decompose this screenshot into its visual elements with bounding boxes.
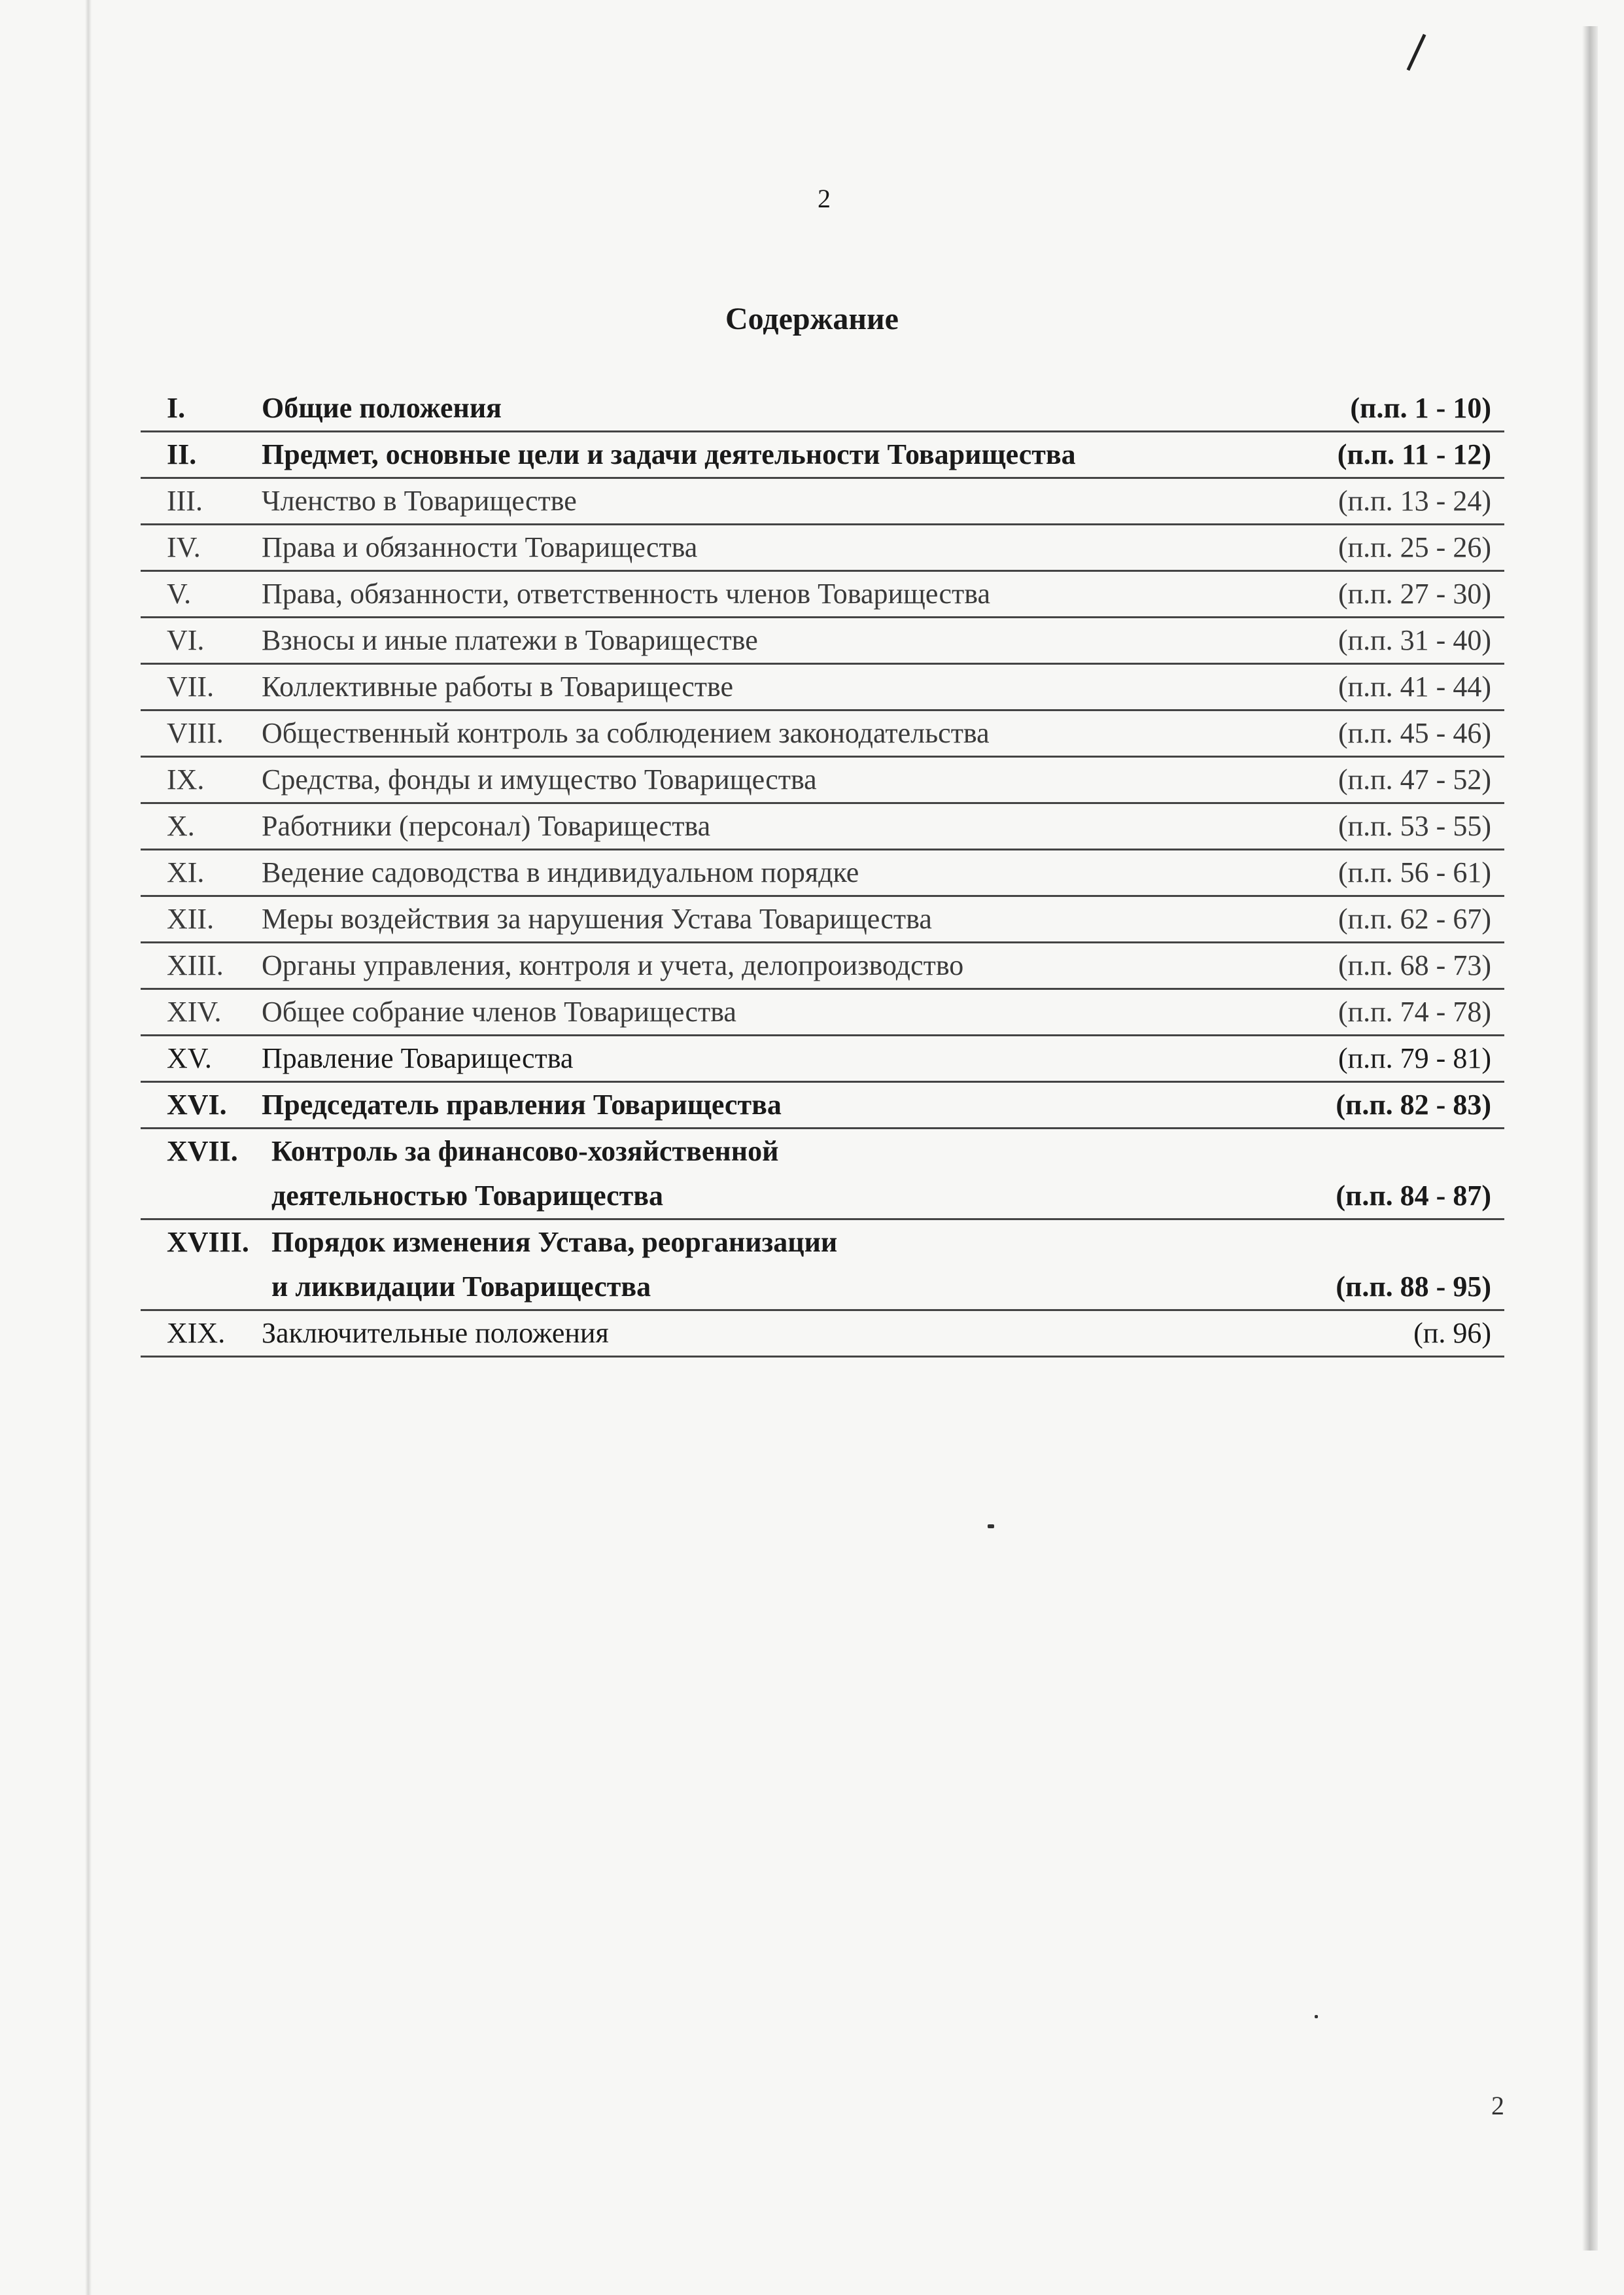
toc-section-number: VIII.: [167, 717, 224, 749]
toc-section-title: Права и обязанности Товарищества: [262, 531, 698, 563]
toc-section-title: Права, обязанности, ответственность членов Товарищества: [262, 578, 991, 610]
toc-section-range: (п.п. 62 - 67): [1338, 903, 1491, 935]
toc-section-range: (п.п. 56 - 61): [1338, 856, 1491, 888]
toc-section-number: XV.: [167, 1042, 212, 1074]
toc-section-range: (п.п. 53 - 55): [1338, 810, 1491, 842]
scan-edge-right: [1582, 26, 1598, 2251]
toc-section-number: XVII.: [167, 1135, 238, 1167]
toc-row: [141, 990, 1504, 1036]
table-of-contents: [141, 386, 1504, 1358]
scan-speck: [1315, 2015, 1318, 2018]
toc-row: [141, 479, 1504, 525]
toc-section-title: Коллективные работы в Товариществе: [262, 671, 734, 703]
toc-row: [141, 386, 1504, 432]
toc-section-number: VII.: [167, 671, 215, 703]
toc-row: [141, 432, 1504, 479]
toc-section-range: (п.п. 88 - 95): [1336, 1270, 1491, 1303]
toc-section-range: (п.п. 25 - 26): [1338, 531, 1491, 563]
toc-section-range: (п.п. 11 - 12): [1337, 438, 1491, 470]
toc-section-title: Заключительные положения: [262, 1317, 609, 1349]
toc-section-range: (п. 96): [1413, 1317, 1491, 1349]
toc-section-number: XIII.: [167, 949, 224, 981]
toc-row: [141, 758, 1504, 804]
toc-section-range: (п.п. 47 - 52): [1338, 763, 1491, 796]
scan-edge-left: [85, 0, 92, 2295]
toc-section-title: Председатель правления Товарищества: [262, 1089, 782, 1121]
toc-section-number: X.: [167, 810, 195, 842]
toc-section-range: (п.п. 27 - 30): [1338, 578, 1491, 610]
toc-section-range: (п.п. 79 - 81): [1338, 1042, 1491, 1074]
toc-section-range: (п.п. 41 - 44): [1338, 671, 1491, 703]
toc-section-number: XVIII.: [167, 1226, 249, 1258]
pen-stroke-mark: [1407, 34, 1426, 71]
page-number-top: 2: [818, 184, 831, 213]
toc-section-title: Общее собрание членов Товарищества: [262, 996, 736, 1028]
toc-section-number: IX.: [167, 763, 205, 796]
toc-section-range: (п.п. 84 - 87): [1336, 1180, 1491, 1212]
toc-row: [141, 1036, 1504, 1083]
toc-section-title: Предмет, основные цели и задачи деятельности Товарищества: [262, 438, 1076, 470]
toc-section-range: (п.п. 74 - 78): [1338, 996, 1491, 1028]
toc-row: [141, 1083, 1504, 1129]
toc-section-title: Контроль за финансово-хозяйственной деятельностью Товарищества: [271, 1135, 779, 1212]
toc-row: [141, 943, 1504, 990]
toc-section-range: (п.п. 31 - 40): [1338, 624, 1491, 656]
toc-section-range: (п.п. 45 - 46): [1338, 717, 1491, 749]
toc-row: [141, 897, 1504, 943]
toc-section-title: Взносы и иные платежи в Товариществе: [262, 624, 758, 656]
toc-section-number: XI.: [167, 856, 205, 888]
toc-section-title: Порядок изменения Устава, реорганизации и ликвидации Товарищества: [271, 1226, 838, 1303]
toc-row: [141, 711, 1504, 758]
toc-section-title: Членство в Товариществе: [262, 485, 577, 517]
toc-section-number: XII.: [167, 903, 215, 935]
toc-section-number: XVI.: [167, 1089, 227, 1121]
toc-row: [141, 572, 1504, 618]
toc-section-title: Средства, фонды и имущество Товарищества: [262, 763, 817, 796]
toc-row: [141, 618, 1504, 665]
toc-row: [141, 1220, 1504, 1311]
scan-speck: [988, 1524, 994, 1528]
toc-section-number: XIX.: [167, 1317, 226, 1349]
toc-section-title: Меры воздействия за нарушения Устава Товарищества: [262, 903, 932, 935]
toc-section-number: I.: [167, 392, 186, 424]
toc-section-range: (п.п. 68 - 73): [1338, 949, 1491, 981]
toc-row: [141, 1129, 1504, 1220]
toc-section-title: Работники (персонал) Товарищества: [262, 810, 711, 842]
toc-section-number: V.: [167, 578, 192, 610]
toc-section-number: IV.: [167, 531, 201, 563]
toc-section-number: VI.: [167, 624, 205, 656]
toc-row: [141, 665, 1504, 711]
toc-section-range: (п.п. 13 - 24): [1338, 485, 1491, 517]
page-number-bottom: 2: [1491, 2091, 1504, 2120]
toc-section-title: Органы управления, контроля и учета, делопроизводство: [262, 949, 964, 981]
toc-section-title: Правление Товарищества: [262, 1042, 574, 1074]
toc-section-number: XIV.: [167, 996, 222, 1028]
toc-section-range: (п.п. 82 - 83): [1336, 1089, 1491, 1121]
toc-heading: Содержание: [725, 302, 899, 336]
toc-section-title: Общие положения: [262, 392, 502, 424]
toc-section-title: Общественный контроль за соблюдением законодательства: [262, 717, 990, 749]
toc-row: [141, 525, 1504, 572]
toc-row: [141, 804, 1504, 850]
toc-section-title: Ведение садоводства в индивидуальном порядке: [262, 856, 859, 888]
toc-row: [141, 1311, 1504, 1358]
toc-row: [141, 850, 1504, 897]
toc-section-range: (п.п. 1 - 10): [1350, 392, 1491, 424]
toc-section-number: II.: [167, 438, 197, 470]
toc-section-number: III.: [167, 485, 203, 517]
